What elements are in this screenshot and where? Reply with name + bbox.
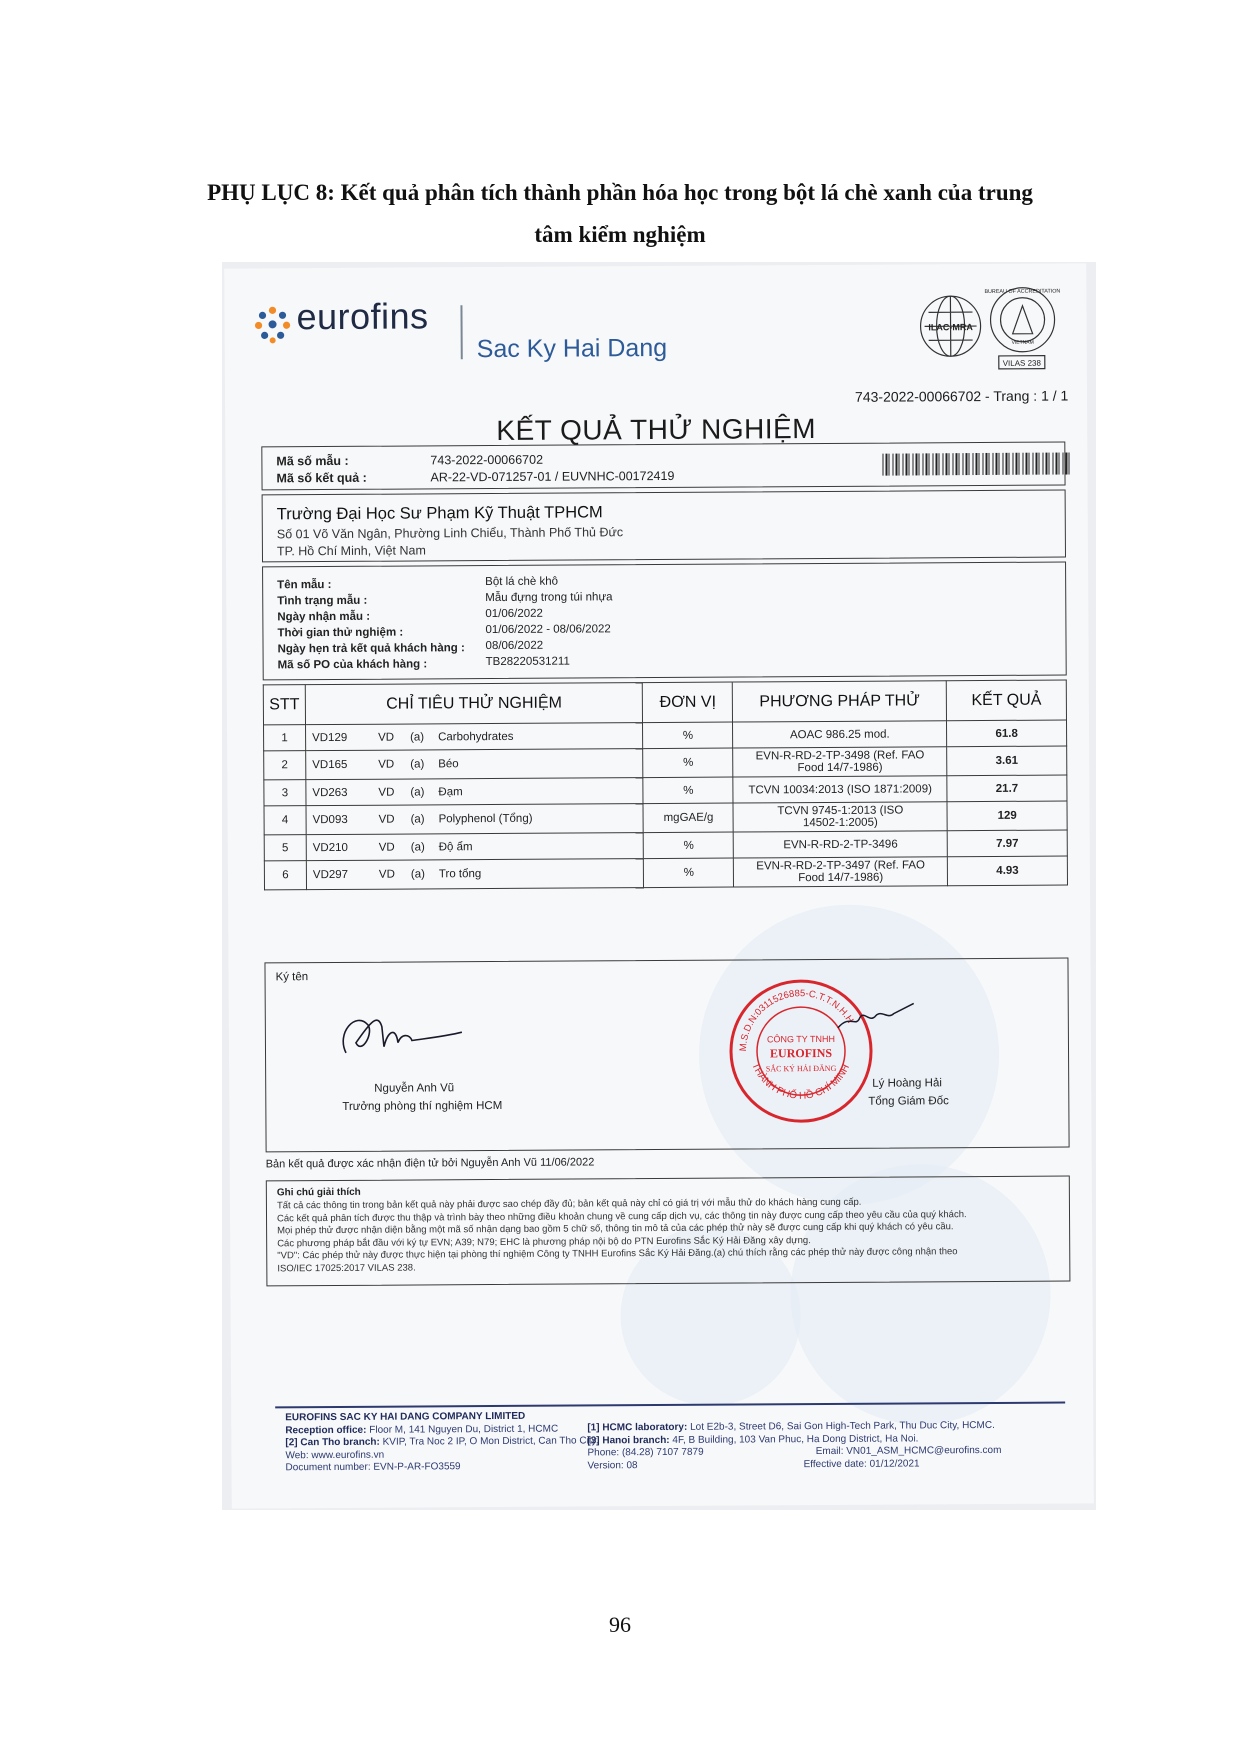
test-code: VD263	[312, 786, 348, 799]
test-code: VD297	[312, 868, 349, 882]
row-number: 5	[264, 835, 306, 861]
method-cell	[733, 721, 947, 748]
method-line-1: EVN-R-RD-2-TP-3498 (Ref. FAO	[755, 749, 925, 763]
table-header-row	[263, 680, 1066, 725]
signature-right-icon	[830, 993, 920, 1038]
row-number: 4	[264, 806, 306, 835]
certificate-photo	[222, 262, 1096, 1510]
result-cell: 129	[947, 801, 1067, 831]
customer-name: Trường Đại Học Sư Phạm Kỹ Thuật TPHCM	[276, 503, 603, 524]
test-period-value: 01/06/2022 - 08/06/2022	[485, 623, 611, 637]
footer-hcmc: [1] HCMC laboratory: Lot E2b-3, Street D6, Sai Gon High-Tech Park, Thu Duc City, HCMC.	[587, 1419, 995, 1434]
test-cell	[306, 778, 644, 806]
notes-line: Các kết quả phân tích được thu thập và trình bày theo những điều khoản chung về cung cấp dịch vụ, các thông tin này được cung cấp theo yêu cầu của quý khách.	[276, 1208, 967, 1224]
accreditation-flag: (a)	[410, 868, 425, 881]
footer-cantho: [2] Can Tho branch: KVIP, Tra Noc 2 IP, O Mon District, Can Tho City.	[285, 1435, 599, 1449]
test-name: Tro tổng	[438, 868, 482, 881]
unit-cell: %	[643, 748, 733, 778]
result-cell: 4.93	[947, 856, 1067, 886]
seal-line-1: CÔNG TY TNHH	[766, 1033, 835, 1045]
column-header-test: CHỈ TIÊU THỬ NGHIỆM	[305, 683, 643, 725]
footer-left	[285, 1410, 599, 1474]
test-name: Độ ẩm	[438, 840, 473, 853]
method-line-1: EVN-R-RD-2-TP-3497 (Ref. FAO	[756, 859, 926, 873]
accreditation-country: VIETNAM	[1011, 339, 1034, 346]
notes-box	[266, 1175, 1071, 1286]
test-name: Béo	[438, 758, 459, 771]
footer-document-number: Document number: EVN-P-AR-FO3559	[285, 1461, 461, 1474]
right-signer-title: Tổng Giám Đốc	[868, 1095, 949, 1108]
lab-code: VD	[378, 841, 395, 854]
method-line-2: Food 14/7-1986)	[798, 871, 884, 885]
method-line-1: TCVN 10034:2013 (ISO 1871:2009)	[748, 782, 932, 796]
lab-code: VD	[378, 758, 395, 771]
table-row	[264, 856, 1067, 890]
test-name: Carbohydrates	[438, 730, 514, 743]
sample-condition-label: Tình trạng mẫu :	[277, 594, 368, 608]
company-subname: Sac Ky Hai Dang	[476, 333, 668, 364]
logo-wordmark: eurofins	[296, 295, 429, 338]
signature-label: Ký tên	[275, 971, 309, 984]
method-cell	[733, 776, 947, 803]
unit-cell: %	[643, 722, 733, 749]
footer-web: Web: www.eurofins.vn	[285, 1449, 385, 1461]
sample-condition-value: Mẫu đựng trong túi nhựa	[485, 591, 613, 605]
seal-bottom-text: THÀNH PHỐ HỒ CHÍ MINH	[749, 1061, 853, 1102]
accreditation-flag: (a)	[410, 730, 425, 744]
notes-line: Các phương pháp bắt đầu với ký tự EVN; A39; N79; EHC là phương pháp nội bộ do PTN Eurofins Sắc Ký Hải Đăng xây dựng.	[277, 1234, 811, 1249]
row-number: 6	[264, 861, 306, 890]
footer-phone-email: Phone: (84.28) 7107 7879 Email: VN01_ASM_HCMC@eurofins.com	[587, 1444, 1002, 1459]
customer-box	[262, 490, 1066, 563]
notes-line: "VD": Các phép thử này được thực hiện tại phòng thí nghiệm Công ty TNHH Eurofins Sắc Ký Hải Đăng.(a) chú thích rằng các phép thử này được công nhận theo	[277, 1246, 958, 1262]
po-number-value: TB28220531211	[485, 655, 570, 669]
method-cell	[734, 831, 948, 858]
footer-hanoi: [3] Hanoi branch: 4F, B Building, 103 Van Phuc, Ha Dong District, Ha Noi.	[587, 1432, 919, 1446]
test-code: VD165	[312, 758, 348, 772]
notes-line: Mọi phép thử được nhận diện bằng một mã số nhận dạng bao gồm 5 chữ số, thông tin mô tả của các phép thử này sẽ được cung cấp khi quý khách có yêu cầu.	[277, 1221, 954, 1237]
accreditation-flag: (a)	[410, 785, 425, 799]
ilac-mra-text: ILAC-MRA	[928, 322, 973, 333]
test-cell	[306, 859, 644, 890]
unit-cell: %	[643, 777, 733, 804]
row-number: 1	[264, 725, 306, 751]
seal-line-3: SẮC KÝ HẢI ĐĂNG	[765, 1063, 837, 1074]
method-cell	[733, 802, 947, 832]
caption-line-1: PHỤ LỤC 8: Kết quả phân tích thành phần hóa học trong bột lá chè xanh của trung	[207, 180, 1033, 205]
report-reference: 743-2022-00066702 - Trang : 1 / 1	[854, 387, 1069, 405]
due-date-label: Ngày hẹn trả kết quả khách hàng :	[277, 642, 465, 656]
unit-cell: %	[644, 858, 734, 888]
footer-reception: Reception office: Floor M, 141 Nguyen Du, District 1, HCMC	[285, 1423, 559, 1436]
column-header-unit: ĐƠN VỊ	[643, 682, 733, 723]
eurofins-dots-icon	[252, 304, 292, 344]
accreditation-top-text: BUREAU OF ACCREDITATION	[984, 288, 1061, 296]
accreditation-flag: (a)	[410, 813, 425, 826]
signature-left-icon	[326, 1002, 466, 1063]
po-number-label: Mã số PO của khách hàng :	[277, 658, 428, 672]
results-table	[263, 680, 1068, 891]
lab-code: VD	[378, 813, 395, 826]
result-code-value: AR-22-VD-071257-01 / EUVNHC-00172419	[430, 468, 675, 485]
column-header-stt: STT	[263, 685, 305, 725]
test-cell	[306, 804, 644, 835]
vilas-code: VILAS 238	[1002, 358, 1041, 368]
test-code: VD129	[312, 731, 348, 744]
page-number: 96	[609, 1612, 631, 1637]
method-cell	[733, 747, 947, 777]
footer-right	[587, 1420, 1001, 1473]
accreditation-flag: (a)	[410, 840, 425, 854]
lab-code: VD	[378, 731, 395, 744]
sample-name-value: Bột lá chè khô	[485, 575, 559, 589]
column-header-result: KẾT QUẢ	[946, 680, 1066, 721]
row-number: 2	[264, 751, 306, 780]
left-signer-title: Trưởng phòng thí nghiệm HCM	[342, 1099, 503, 1113]
test-code: VD210	[312, 841, 348, 854]
test-code: VD093	[312, 813, 348, 827]
row-number: 3	[264, 780, 306, 806]
method-line-2: 14502-1:2005)	[802, 816, 878, 830]
customer-address-line-2: TP. Hồ Chí Minh, Việt Nam	[276, 543, 426, 559]
received-date-label: Ngày nhận mẫu :	[277, 610, 371, 624]
accreditation-logo	[914, 282, 1063, 375]
test-cell	[306, 833, 644, 861]
method-cell	[734, 857, 948, 887]
left-signer-name: Nguyễn Anh Vũ	[374, 1082, 455, 1095]
sample-code-value: 743-2022-00066702	[430, 452, 544, 468]
unit-cell: %	[644, 832, 734, 859]
seal-outer-text: M.S.D.N:0311526885-C.T.T.N.H.H	[737, 988, 856, 1052]
method-line-2: Food 14/7-1986)	[797, 761, 883, 775]
test-name: Polyphenol (Tổng)	[438, 812, 533, 826]
unit-cell: mgGAE/g	[643, 803, 733, 833]
lab-code: VD	[378, 786, 395, 799]
result-code-label: Mã số kết quả :	[276, 470, 367, 486]
method-line-1: TCVN 9745-1:2013 (ISO	[777, 804, 904, 818]
method-line-1: AOAC 986.25 mod.	[789, 728, 890, 741]
barcode	[882, 452, 1072, 475]
notes-line: Tất cả các thông tin trong bản kết quả này phải được sao chép đầy đủ; bản kết quả này chỉ có giá trị với mẫu thử do khách hàng cung cấp.	[276, 1196, 862, 1212]
certificate-paper	[224, 263, 1094, 1508]
test-period-label: Thời gian thử nghiệm :	[277, 626, 404, 640]
sample-id-box	[261, 442, 1065, 491]
column-header-method: PHƯƠNG PHÁP THỬ	[733, 681, 947, 722]
sample-name-label: Tên mẫu :	[277, 578, 332, 592]
accreditation-flag: (a)	[410, 758, 425, 771]
seal-line-2: EUROFINS	[769, 1045, 833, 1061]
notes-line: ISO/IEC 17025:2017 VILAS 238.	[277, 1261, 416, 1274]
result-cell: 21.7	[947, 775, 1067, 802]
test-cell	[305, 723, 643, 751]
result-cell: 3.61	[947, 746, 1067, 776]
notes-title: Ghi chú giải thích	[276, 1186, 361, 1199]
right-signer-name: Lý Hoàng Hải	[872, 1077, 942, 1090]
sample-info-box	[262, 562, 1067, 681]
logo-divider	[460, 305, 462, 359]
due-date-value: 08/06/2022	[485, 639, 544, 653]
result-cell: 61.8	[947, 720, 1067, 747]
test-name: Đạm	[438, 785, 463, 798]
customer-address-line-1: Số 01 Võ Văn Ngân, Phường Linh Chiểu, Thành Phố Thủ Đức	[276, 525, 624, 542]
result-cell: 7.97	[947, 830, 1067, 857]
method-line-1: EVN-R-RD-2-TP-3496	[783, 838, 898, 851]
test-cell	[306, 749, 644, 780]
footer-company: EUROFINS SAC KY HAI DANG COMPANY LIMITED	[285, 1410, 526, 1424]
electronic-confirmation: Bản kết quả được xác nhận điện tử bởi Nguyễn Anh Vũ 11/06/2022	[265, 1156, 595, 1171]
signature-box	[264, 958, 1069, 1153]
sample-code-label: Mã số mẫu :	[276, 453, 349, 469]
page-caption	[150, 172, 1090, 256]
footer-version-effective: Version: 08 Effective date: 01/12/2021	[587, 1457, 920, 1471]
caption-line-2: tâm kiểm nghiệm	[534, 222, 706, 247]
lab-code: VD	[378, 868, 395, 881]
received-date-value: 01/06/2022	[485, 607, 543, 621]
document-title: KẾT QUẢ THỬ NGHIỆM	[496, 413, 817, 446]
